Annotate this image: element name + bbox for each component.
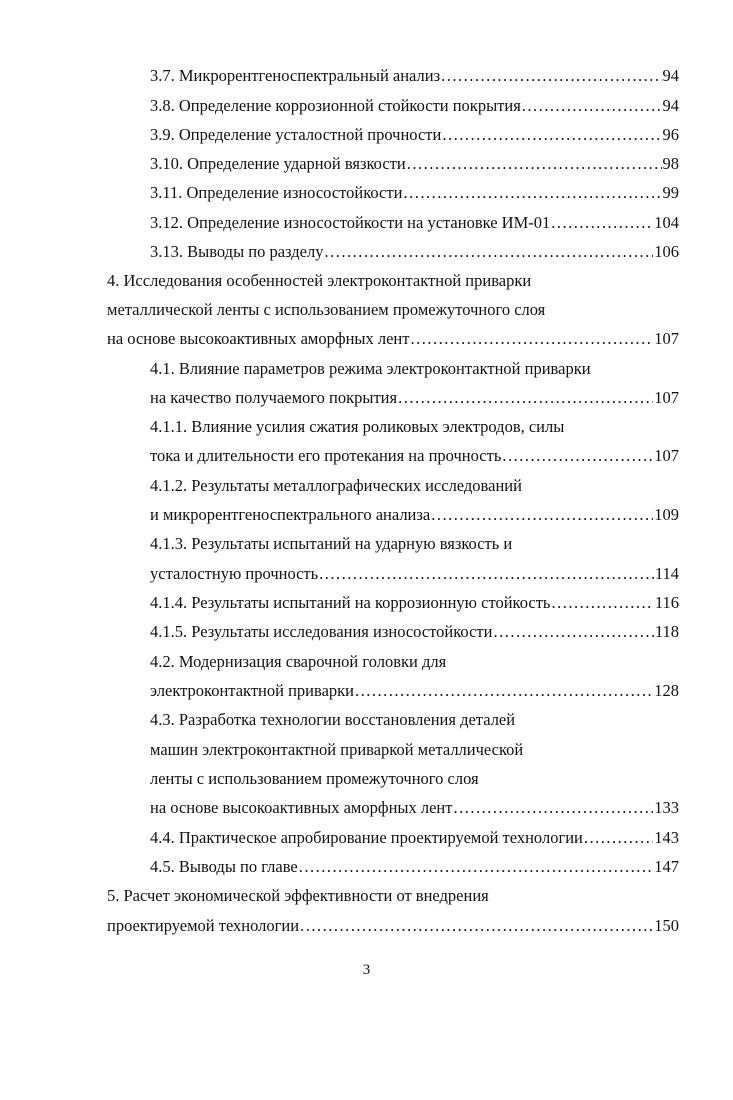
toc-entry-page: 107 (654, 388, 679, 407)
toc-entry-page: 109 (654, 505, 679, 524)
toc-entry-4-1-2 (150, 505, 679, 525)
toc-entry-4-2 (150, 681, 679, 701)
toc-entry-page: 99 (662, 183, 679, 202)
toc-entry-title: 4.1.5. Результаты исследования износостойкости (150, 622, 493, 641)
toc-entry-4-1-3-line1: 4.1.3. Результаты испытаний на ударную вязкость и (150, 534, 513, 553)
toc-leader-dots (398, 388, 653, 408)
toc-entry-title: 3.13. Выводы по разделу (150, 242, 324, 261)
toc-entry-page: 107 (654, 446, 679, 465)
toc-entry-title: усталостную прочность (150, 564, 319, 583)
toc-leader-dots (453, 798, 653, 818)
toc-leader-dots (299, 857, 654, 877)
toc-entry-title: 3.9. Определение усталостной прочности (150, 125, 442, 144)
toc-entry-page: 150 (654, 916, 679, 935)
toc-entry-page: 106 (654, 242, 679, 261)
toc-leader-dots (410, 329, 653, 349)
toc-leader-dots (584, 828, 653, 848)
toc-leader-dots (502, 446, 653, 466)
toc-entry-3-12 (150, 213, 679, 233)
toc-leader-dots (319, 564, 654, 584)
toc-entry-page: 133 (654, 798, 679, 817)
toc-leader-dots (403, 183, 661, 203)
toc-entry-4-1-4 (150, 593, 679, 613)
toc-entry-3-9 (150, 125, 679, 145)
toc-entry-title: на основе высокоактивных аморфных лент (150, 798, 453, 817)
toc-entry-4-3-line2: машин электроконтактной приваркой металлической (150, 740, 524, 759)
toc-leader-dots (551, 593, 653, 613)
toc-entry-title: 3.11. Определение износостойкости (150, 183, 403, 202)
toc-entry-title: 3.8. Определение коррозионной стойкости покрытия (150, 96, 521, 115)
toc-entry-page: 128 (654, 681, 679, 700)
toc-entry-4-5 (150, 857, 679, 877)
toc-leader-dots (324, 242, 653, 262)
toc-entry-page: 96 (662, 125, 679, 144)
toc-entry-page: 94 (662, 66, 679, 85)
toc-section-4 (107, 329, 679, 349)
toc-entry-4-1-line1: 4.1. Влияние параметров режима электроконтактной приварки (150, 359, 591, 378)
toc-entry-3-13 (150, 242, 679, 262)
toc-entry-title: тока и длительности его протекания на прочность (150, 446, 502, 465)
toc-section-4-line1: 4. Исследования особенностей электроконтактной приварки (107, 271, 532, 290)
toc-section-5 (107, 916, 679, 936)
toc-entry-title: 3.12. Определение износостойкости на установке ИМ-01 (150, 213, 551, 232)
toc-entry-page: 147 (654, 857, 679, 876)
toc-entry-3-10 (150, 154, 679, 174)
toc-leader-dots (441, 66, 661, 86)
toc-entry-page: 118 (654, 622, 679, 641)
toc-entry-title: 4.1.4. Результаты испытаний на коррозионную стойкость (150, 593, 551, 612)
toc-entry-3-7 (150, 66, 679, 86)
page-number: 3 (362, 962, 371, 978)
toc-leader-dots (551, 213, 653, 233)
toc-leader-dots (442, 125, 661, 145)
toc-entry-page: 116 (654, 593, 679, 612)
toc-entry-title: на основе высокоактивных аморфных лент (107, 329, 410, 348)
toc-entry-title: 4.4. Практическое апробирование проектируемой технологии (150, 828, 583, 847)
toc-entry-3-11 (150, 183, 679, 203)
toc-entry-4-2-line1: 4.2. Модернизация сварочной головки для (150, 652, 447, 671)
toc-entry-title: 3.7. Микрорентгеноспектральный анализ (150, 66, 441, 85)
toc-section-4-line2: металлической ленты с использованием промежуточного слоя (107, 300, 546, 319)
toc-entry-page: 114 (654, 564, 679, 583)
toc-entry-4-1 (150, 388, 679, 408)
toc-entry-4-1-5 (150, 622, 679, 642)
toc-entry-4-3 (150, 798, 679, 818)
toc-leader-dots (355, 681, 653, 701)
toc-entry-page: 104 (654, 213, 679, 232)
toc-entry-4-4 (150, 828, 679, 848)
toc-leader-dots (522, 96, 662, 116)
toc-entry-page: 94 (662, 96, 679, 115)
toc-entry-title: на качество получаемого покрытия (150, 388, 398, 407)
toc-leader-dots (407, 154, 662, 174)
toc-entry-4-1-2-line1: 4.1.2. Результаты металлографических исследований (150, 476, 522, 495)
toc-entry-3-8 (150, 96, 679, 116)
toc-section-5-line1: 5. Расчет экономической эффективности от внедрения (107, 886, 489, 905)
toc-entry-4-1-1 (150, 446, 679, 466)
toc-entry-title: 3.10. Определение ударной вязкости (150, 154, 406, 173)
toc-entry-4-1-1-line1: 4.1.1. Влияние усилия сжатия роликовых электродов, силы (150, 417, 565, 436)
toc-entry-title: 4.5. Выводы по главе (150, 857, 298, 876)
toc-leader-dots (300, 916, 653, 936)
toc-leader-dots (493, 622, 653, 642)
toc-entry-4-3-line1: 4.3. Разработка технологии восстановления деталей (150, 710, 516, 729)
toc-entry-4-1-3 (150, 564, 679, 584)
toc-entry-title: проектируемой технологии (107, 916, 300, 935)
toc-entry-page: 98 (662, 154, 679, 173)
toc-entry-4-3-line3: ленты с использованием промежуточного слоя (150, 769, 479, 788)
toc-entry-title: электроконтактной приварки (150, 681, 354, 700)
toc-entry-title: и микрорентгеноспектрального анализа (150, 505, 431, 524)
toc-entry-page: 143 (654, 828, 679, 847)
toc-leader-dots (431, 505, 653, 525)
toc-entry-page: 107 (654, 329, 679, 348)
